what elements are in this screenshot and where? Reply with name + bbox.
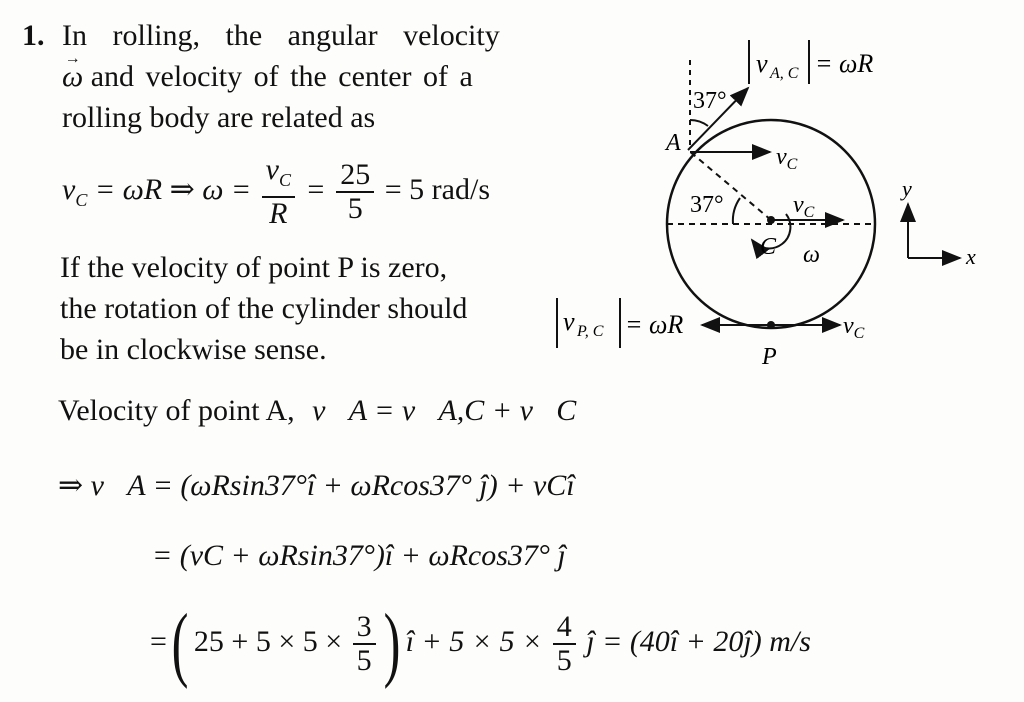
vpc-v: v [563,307,575,336]
point-a-label: A [666,130,681,156]
vac-sub: A, C [770,65,799,82]
angle-top-label: 37° [693,88,727,114]
velocity-a-text: Velocity of point A, [58,394,295,427]
vac-v: v [756,49,768,78]
vc-label-p: $v_C$ [843,313,865,342]
eq4-prefix: = [150,625,167,658]
eq4-f1-num: 3 [353,611,376,645]
vpc-eq: = ωR [625,310,684,339]
omega-vector: → ω [62,59,83,95]
center-point [767,216,775,224]
eq1-frac1-num-sub: C [279,170,292,191]
eq4-mid: î + 5 × 5 × [405,625,543,658]
velocity-a-equation: v⃗A = v⃗A,C + v⃗C [312,394,577,427]
problem-line-2-text: and velocity of the center of a [90,60,473,93]
equation-omega: $v_C = \omega R$ ⇒ ω = $\frac{v_C}{R}$ = $\frac{25}{5}$ = 5 rad/s [62,153,490,231]
equation-va-expanded: ⇒ v⃗A = (ωRsin37°î + ωRcos37° ĵ) + vCî [58,469,575,502]
eq4-term1: 25 + 5 × 5 × [193,625,343,658]
problem-line-5: If the velocity of point P is zero, [60,251,448,284]
eq1-result: = 5 rad/s [384,173,490,206]
axis-x-label: x [966,244,976,269]
vc-label-c: $v_C$ [793,192,815,221]
eq4-f2-den: 5 [556,644,572,678]
vc-label-a: $v_C$ [776,144,798,173]
problem-number: 1. [22,19,45,52]
problem-line-3: rolling body are related as [62,101,376,134]
problem-line-7: be in clockwise sense. [60,333,327,366]
eq4-result: ĵ = (40î + 20ĵ) m/s [586,625,811,658]
angle-arc-top [690,120,708,126]
axis-y-label: y [902,176,912,201]
eq1-lhs-sub: C [75,190,88,210]
omega-label: ω [803,242,820,268]
eq1-frac2-den: 5 [347,192,363,226]
problem-line-6: the rotation of the cylinder should [60,292,468,325]
eq1-mid: = ωR ⇒ ω = [87,173,259,206]
eq1-frac1-num: v [265,153,279,187]
problem-line-1: In rolling, the angular velocity [62,19,500,52]
equation-va-combined: = (vC + ωRsin37°)î + ωRcos37° ĵ [152,539,566,572]
point-c-label: C [760,234,777,260]
eq1-lhs: v [62,173,76,206]
eq4-close-paren: ) [383,597,401,691]
eq4-open-paren: ( [172,597,189,691]
angle-mid-label: 37° [690,192,724,218]
vpc-sub: P, C [577,323,604,340]
eq1-frac1-den: R [269,197,288,231]
eq1-frac2-num: 25 [336,159,374,193]
point-p-label: P [762,344,777,370]
eq4-f1-den: 5 [356,644,372,678]
vac-eq: = ωR [815,49,874,78]
eq4-f2-num: 4 [553,611,576,645]
angle-arc-mid [733,198,740,224]
